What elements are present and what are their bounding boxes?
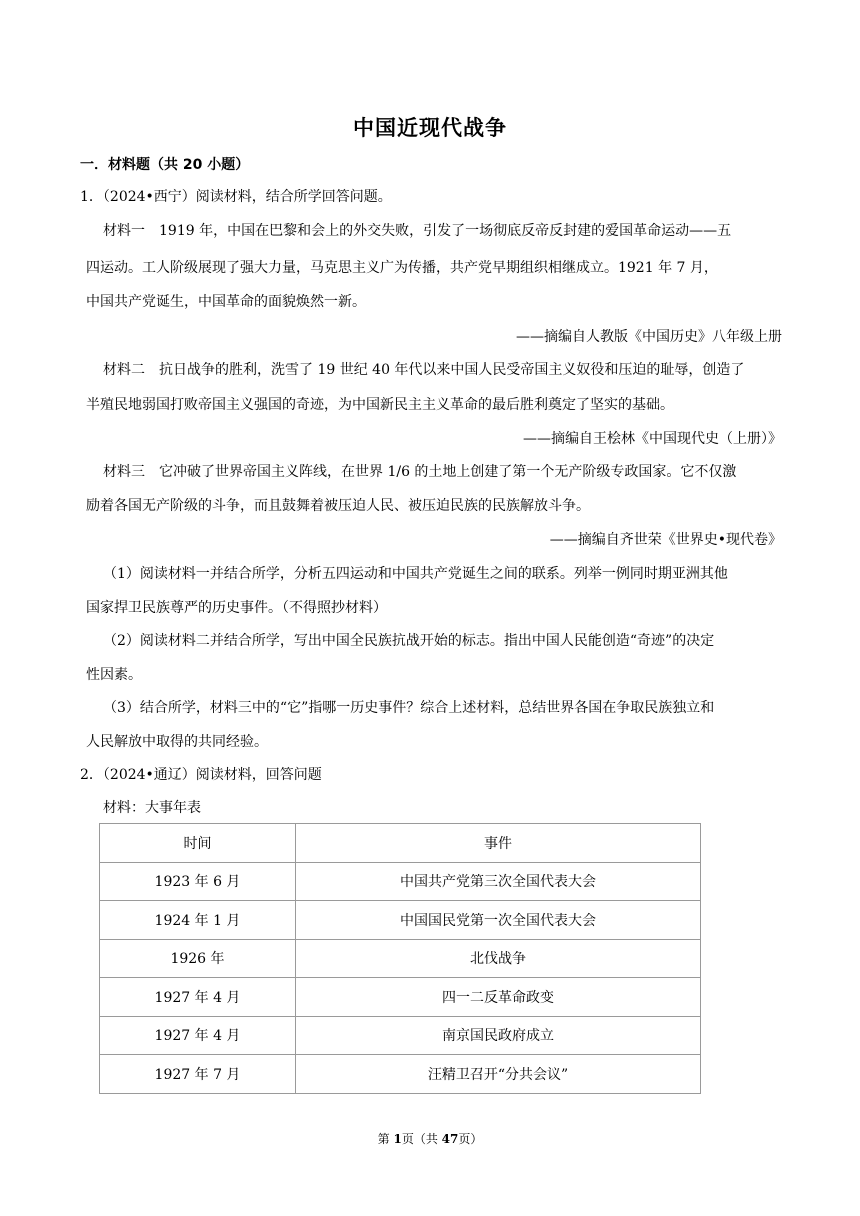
question-2-header: 2．（2024•通辽）阅读材料，回答问题 — [80, 767, 322, 783]
sub-question-3-line-2: 人民解放中取得的共同经验。 — [86, 734, 268, 750]
table-cell-time: 1927 年 4 月 — [100, 978, 296, 1017]
table-cell-time: 1926 年 — [100, 939, 296, 978]
table-header-row — [100, 824, 701, 863]
sub-question-2-line-1: （2）阅读材料二并结合所学，写出中国全民族抗战开始的标志。指出中国人民能创造“奇迹”的决定 — [103, 633, 715, 649]
material-3-line-2: 励着各国无产阶级的斗争，而且鼓舞着被压迫人民、被压迫民族的民族解放斗争。 — [86, 498, 590, 514]
footer-total-pages: 47 — [441, 1132, 459, 1146]
material-1-line-3: 中国共产党诞生，中国革命的面貌焕然一新。 — [86, 294, 366, 310]
footer-suffix: 页） — [458, 1132, 483, 1146]
table-cell-event: 汪精卫召开“分共会议” — [296, 1055, 701, 1094]
table-row — [100, 1016, 701, 1055]
table-cell-time: 1923 年 6 月 — [100, 862, 296, 901]
table-cell-event: 北伐战争 — [296, 939, 701, 978]
table-cell-time: 1924 年 1 月 — [100, 901, 296, 940]
sub-question-1-line-2: 国家捍卫民族尊严的历史事件。（不得照抄材料） — [86, 600, 387, 616]
material-3-source: ——摘编自齐世荣《世界史•现代卷》 — [549, 532, 782, 548]
table-row — [100, 901, 701, 940]
material-2-line-2: 半殖民地弱国打败帝国主义强国的奇迹，为中国新民主主义革命的最后胜利奠定了坚实的基础。 — [86, 397, 674, 413]
table-cell-event: 中国国民党第一次全国代表大会 — [296, 901, 701, 940]
material-2-source: ——摘编自王桧林《中国现代史（上册）》 — [523, 431, 782, 447]
page-title: 中国近现代战争 — [353, 116, 507, 140]
material-1-source: ——摘编自人教版《中国历史》八年级上册 — [516, 329, 782, 345]
table-row — [100, 862, 701, 901]
material-2-line-1: 材料二 抗日战争的胜利，洗雪了 19 世纪 40 年代以来中国人民受帝国主义奴役和压迫的耻辱，创造了 — [103, 362, 745, 378]
table-cell-event: 四一二反革命政变 — [296, 978, 701, 1017]
events-table — [99, 823, 701, 1094]
table-header-event: 事件 — [296, 824, 701, 863]
material-3-line-1: 材料三 它冲破了世界帝国主义阵线，在世界 1/6 的土地上创建了第一个无产阶级专政国家。它不仅激 — [103, 464, 737, 480]
sub-question-3-line-1: （3）结合所学，材料三中的“它”指哪一历史事件？综合上述材料，总结世界各国在争取民族独立和 — [103, 700, 715, 716]
table-cell-time: 1927 年 7 月 — [100, 1055, 296, 1094]
footer-middle: 页（共 — [401, 1132, 442, 1146]
section-heading: 一．材料题（共 20 小题） — [80, 157, 250, 173]
table-header-time: 时间 — [100, 824, 296, 863]
table-cell-event: 中国共产党第三次全国代表大会 — [296, 862, 701, 901]
table-row — [100, 1055, 701, 1094]
table-row — [100, 939, 701, 978]
table-cell-event: 南京国民政府成立 — [296, 1016, 701, 1055]
footer-current-page: 1 — [393, 1132, 402, 1146]
sub-question-2-line-2: 性因素。 — [86, 667, 142, 683]
sub-question-1-line-1: （1）阅读材料一并结合所学，分析五四运动和中国共产党诞生之间的联系。列举一例同时期亚洲其他 — [103, 566, 728, 582]
material-label: 材料：大事年表 — [103, 800, 201, 816]
question-1-header: 1．（2024•西宁）阅读材料，结合所学回答问题。 — [80, 189, 392, 205]
material-1-line-2: 四运动。工人阶级展现了强大力量，马克思主义广为传播，共产党早期组织相继成立。1921 年 7 月， — [86, 260, 718, 276]
table-cell-time: 1927 年 4 月 — [100, 1016, 296, 1055]
page-footer — [0, 1130, 860, 1147]
table-row — [100, 978, 701, 1017]
material-1-line-1: 材料一 1919 年，中国在巴黎和会上的外交失败，引发了一场彻底反帝反封建的爱国革命运动——五 — [103, 223, 732, 239]
footer-prefix: 第 — [377, 1132, 394, 1146]
